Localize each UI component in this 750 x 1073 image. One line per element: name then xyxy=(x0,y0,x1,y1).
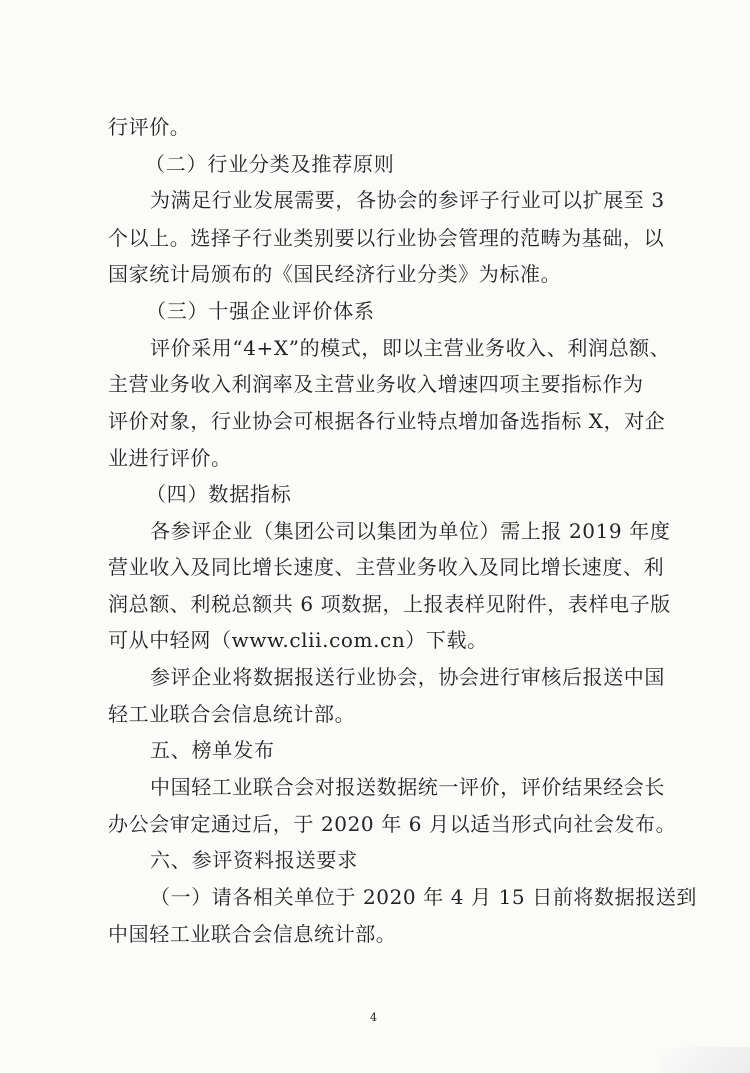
text-line: 中国轻工业联合会对报送数据统一评价，评价结果经会长 xyxy=(150,775,665,799)
text-line: 营业收入及同比增长速度、主营业务收入及同比增长速度、利 xyxy=(108,555,665,579)
page-number: 4 xyxy=(370,1011,377,1024)
text-line: 润总额、利税总额共 6 项数据，上报表样见附件，表样电子版 xyxy=(108,592,671,616)
text-line: 为满足行业发展需要，各协会的参评子行业可以扩展至 3 xyxy=(150,188,665,212)
text-line: 办公会审定通过后，于 2020 年 6 月以适当形式向社会发布。 xyxy=(108,812,677,836)
text-line: 主营业务收入利润率及主营业务收入增速四项主要指标作为 xyxy=(108,372,644,396)
section-heading: （二）行业分类及推荐原则 xyxy=(145,152,395,176)
section-heading: （三）十强企业评价体系 xyxy=(146,299,375,323)
text-line: 各参评企业（集团公司以集团为单位）需上报 2019 年度 xyxy=(150,519,671,543)
text-line: 国家统计局颁布的《国民经济行业分类》为标准。 xyxy=(108,262,562,286)
text-line: 轻工业联合会信息统计部。 xyxy=(108,702,356,726)
text-line: 评价采用“4+X”的模式，即以主营业务收入、利润总额、 xyxy=(150,336,671,360)
section-heading: 五、榜单发布 xyxy=(150,738,275,762)
section-heading: 六、参评资料报送要求 xyxy=(150,848,358,872)
text-line: 评价对象，行业协会可根据各行业特点增加备选指标 X，对企 xyxy=(108,409,666,433)
text-line: 可从中轻网（www.clii.com.cn）下载。 xyxy=(108,628,488,652)
text-line: 个以上。选择子行业类别要以行业协会管理的范畴为基础，以 xyxy=(108,226,665,250)
section-heading: （四）数据指标 xyxy=(146,482,292,506)
text-line: 参评企业将数据报送行业协会，协会进行审核后报送中国 xyxy=(150,665,665,689)
text-line: （一）请各相关单位于 2020 年 4 月 15 日前将数据报送到 xyxy=(150,885,698,909)
text-line: 业进行评价。 xyxy=(108,446,232,470)
text-line: 行评价。 xyxy=(108,115,191,139)
text-line: 中国轻工业联合会信息统计部。 xyxy=(108,922,397,946)
page-corner-shadow xyxy=(660,1047,750,1073)
